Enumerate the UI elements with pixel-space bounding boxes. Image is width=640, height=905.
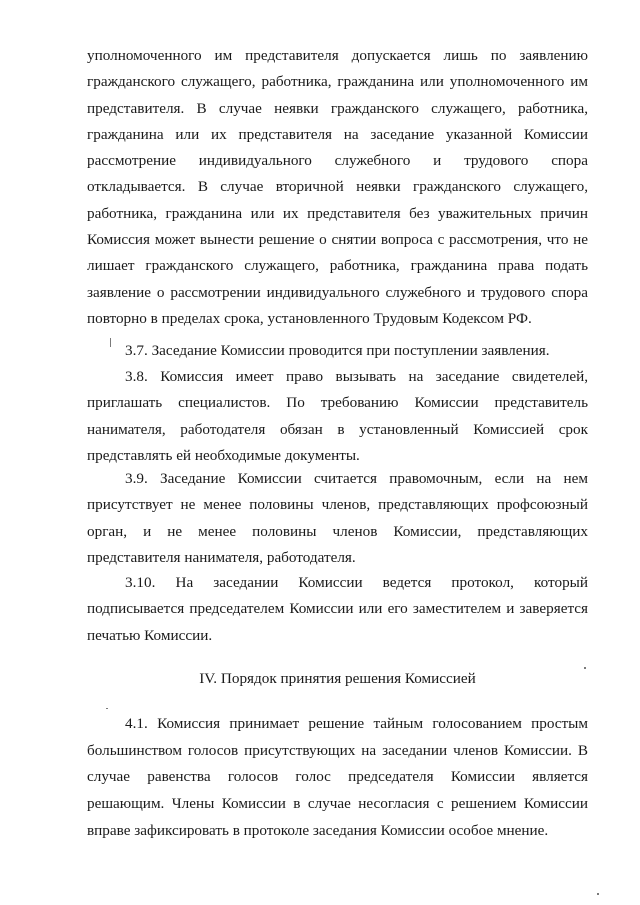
scan-speck	[106, 708, 108, 709]
scan-speck	[597, 893, 599, 895]
scan-speck	[110, 338, 111, 347]
scan-speck	[584, 667, 586, 669]
paragraph-3-7: 3.7. Заседание Комиссии проводится при поступлении заявления.	[125, 342, 550, 359]
paragraph-4-1: 4.1. Комиссия принимает решение тайным голосованием простым большинством голосов присутствующих на заседании членов Комиссии. В случае равенства голосов голос председателя Комиссии является решающим. Члены Комиссии в случае несогласия с решением Комиссии вправе зафиксировать в протоколе заседания Комиссии особое мнение.	[87, 715, 588, 839]
paragraph-continuation: уполномоченного им представителя допускается лишь по заявлению гражданского служащего, работника, гражданина или уполномоченного им представителя. В случае неявки гражданского служащего, работника, гражданина или их представителя на заседание указанной Комиссии рассмотрение индивидуального служебного и трудового спора откладывается. В случае вторичной неявки гражданского служащего, работника, гражданина или их представителя без уважительных причин Комиссия может вынести решение о снятии вопроса с рассмотрения, что не лишает гражданского служащего, работника, гражданина права подать заявление о рассмотрении индивидуального служебного и трудового спора повторно в пределах срока, установленного Трудовым Кодексом РФ.	[87, 47, 588, 327]
paragraph-3-8: 3.8. Комиссия имеет право вызывать на заседание свидетелей, приглашать специалистов. По требованию Комиссии представитель нанимателя, работодателя обязан в установленный Комиссией срок представлять ей необходимые документы.	[87, 368, 588, 464]
section-heading-iv: IV. Порядок принятия решения Комиссией	[199, 670, 476, 687]
paragraph-3-9: 3.9. Заседание Комиссии считается правомочным, если на нем присутствует не менее половины членов, представляющих профсоюзный орган, и не менее половины членов Комиссии, представляющих представителя нанимателя, работодателя.	[87, 470, 588, 566]
paragraph-3-10: 3.10. На заседании Комиссии ведется протокол, который подписывается председателем Комиссии или его заместителем и заверяется печатью Комиссии.	[87, 574, 588, 644]
